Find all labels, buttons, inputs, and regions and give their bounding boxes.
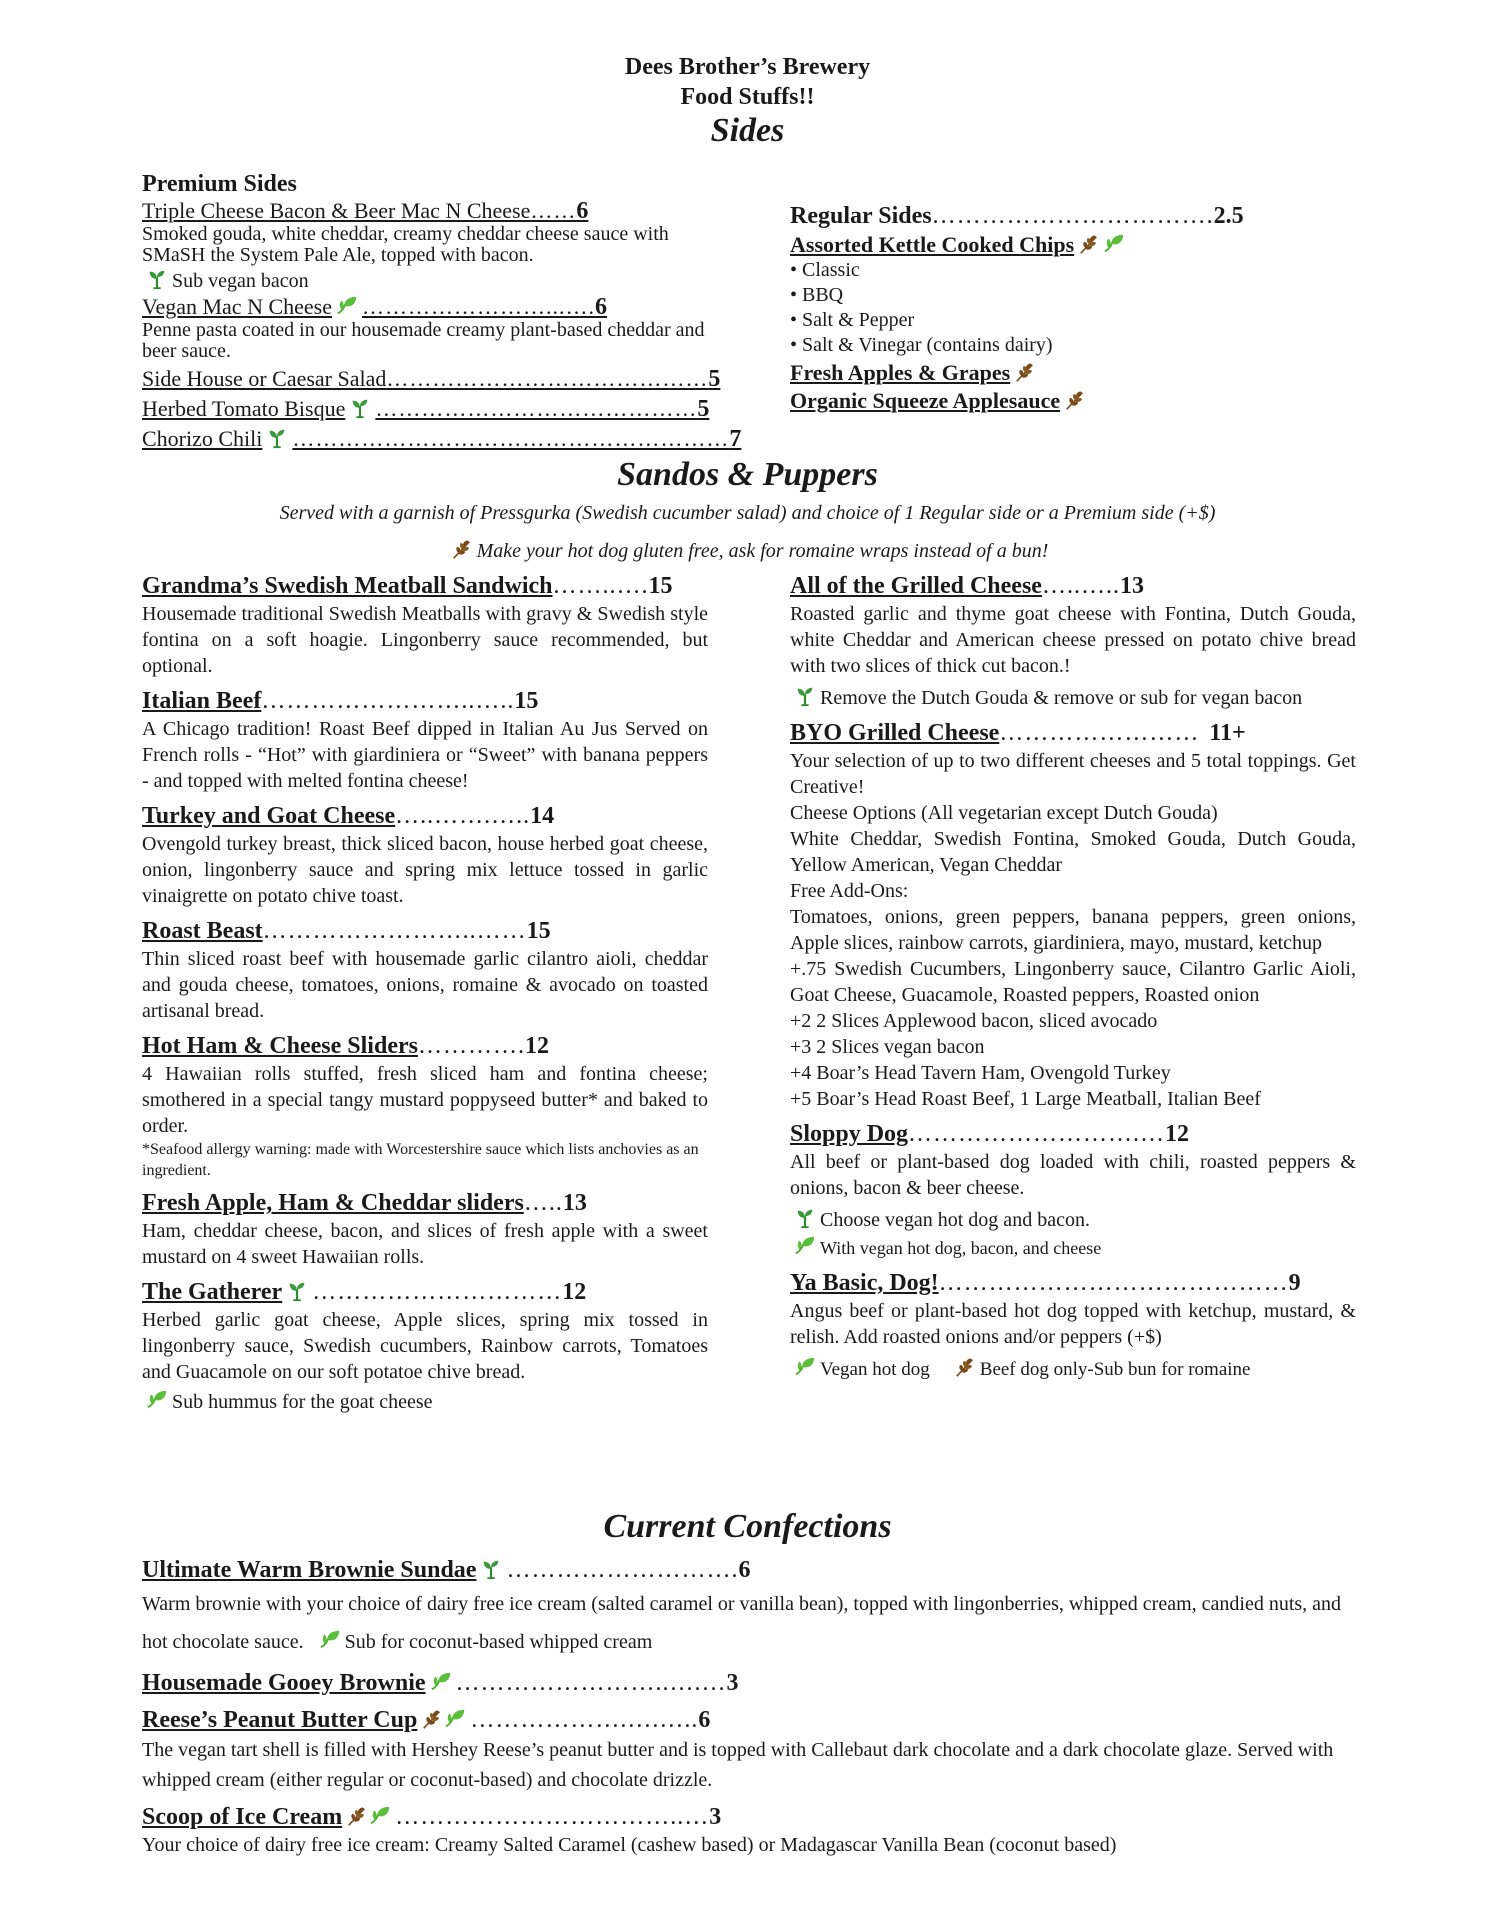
apples-name: Fresh Apples & Grapes — [790, 360, 1011, 385]
gluten-free-wheat-icon — [1077, 233, 1101, 255]
item-name: Scoop of Ice Cream — [142, 1804, 343, 1830]
byo-line: +3 2 Slices vegan bacon — [790, 1036, 985, 1058]
item-note: Sub vegan bacon — [172, 270, 309, 292]
item-name: Herbed Tomato Bisque — [142, 396, 346, 421]
item-name: Ya Basic, Dog! — [790, 1270, 939, 1296]
item-description: 4 Hawaiian rolls stuffed, fresh sliced ham and fontina cheese; smothered in a special tangy mustard poppyseed butter* and baked to order. — [142, 1063, 708, 1137]
substitution-note: Choose vegan hot dog and bacon. — [820, 1209, 1090, 1231]
item-price: 6 — [595, 294, 607, 320]
gluten-free-wheat-icon — [1063, 389, 1087, 411]
gluten-free-wheat-icon — [420, 1708, 444, 1730]
item-price: 12 — [1165, 1121, 1190, 1147]
byo-line: Tomatoes, onions, green peppers, banana peppers, green onions, Apple slices, rainbow carrots, giardiniera, mayo, mustard, ketchup — [790, 906, 1356, 954]
gluten-free-note: Make your hot dog gluten free, ask for romaine wraps instead of a bun! — [476, 540, 1049, 562]
menu-item: Housemade Gooey Brownie ……………………..….…3 — [142, 1670, 739, 1696]
item-name: Side House or Caesar Salad — [142, 366, 387, 391]
regular-sides-heading: Regular Sides — [790, 203, 932, 229]
item-description: Thin sliced roast beef with housemade garlic cilantro aioli, cheddar and gouda cheese, tomatoes, onions, romaine & avocado on toasted artisanal bread. — [142, 948, 708, 1022]
chip-option: • Salt & Pepper — [790, 309, 915, 331]
item-name: Fresh Apple, Ham & Cheddar sliders — [142, 1190, 524, 1216]
menu-item: Sloppy Dog……………………….…12 All beef or plant-based dog loaded with chili, roasted peppers & onions, bacon & beer cheese. Choose vegan hot dog and bacon. With vegan hot dog, bacon, and cheese — [790, 1121, 1356, 1258]
section-title-sides: Sides — [710, 112, 785, 149]
item-description: Smoked gouda, white cheddar, creamy cheddar cheese sauce with SMaSH the System Pale Ale, topped with bacon. — [142, 223, 669, 266]
regular-sides: Regular Sides…………………………….2.5 Assorted Kettle Cooked Chips • Classic • BBQ • Salt & Pepper • Salt & Vinegar (contains dairy) Fresh Apples & Grapes Organic Squeeze Applesauce — [790, 202, 1356, 414]
premium-sides-heading: Premium Sides — [142, 171, 297, 197]
item-name: Ultimate Warm Brownie Sundae — [142, 1557, 477, 1583]
item-price: 13 — [562, 1190, 587, 1216]
item-price: 12 — [562, 1279, 587, 1305]
substitution-note: Remove the Dutch Gouda & remove or sub for vegan bacon — [820, 687, 1303, 709]
chip-option: • BBQ — [790, 284, 844, 306]
item-price: 6 — [738, 1557, 751, 1583]
item-price: 15 — [514, 688, 539, 714]
item-description: Herbed garlic goat cheese, Apple slices, spring mix tossed in lingonberry sauce, Swedish cucumbers, Rainbow carrots, Tomatoes and Guacamole on our soft potatoe chive bread. — [142, 1309, 708, 1383]
item-name: Roast Beast — [142, 918, 263, 944]
plant-based-leaf-icon — [1102, 233, 1126, 255]
item-price: 5 — [697, 396, 710, 422]
menu-item: Side House or Caesar Salad……………………………………5 — [142, 366, 721, 392]
menu-item: Fresh Apple, Ham & Cheddar sliders…..13 Ham, cheddar cheese, bacon, and slices of fresh apple with a sweet mustard on 4 sweet Hawaiian rolls. — [142, 1190, 708, 1268]
menu-item: Roast Beast……………………..……15 Thin sliced roast beef with housemade garlic cilantro aioli, cheddar and gouda cheese, tomatoes, onions, romaine & avocado on toasted artisanal bread. — [142, 918, 708, 1022]
gluten-free-wheat-icon — [1013, 361, 1037, 383]
section-title-confections: Current Confections — [603, 1508, 892, 1545]
item-name: Grandma’s Swedish Meatball Sandwich — [142, 573, 553, 599]
substitution-note: Sub hummus for the goat cheese — [172, 1391, 433, 1413]
section-title-sandos: Sandos & Puppers — [617, 456, 878, 493]
item-price: 13 — [1119, 573, 1144, 599]
item-name: Sloppy Dog — [790, 1121, 909, 1147]
item-price: 12 — [524, 1033, 549, 1059]
item-price: 3 — [709, 1804, 722, 1830]
menu-item: Vegan Mac N Cheese ……………………...….6 Penne pasta coated in our housemade creamy plant-based cheddar and beer sauce. — [142, 294, 708, 362]
gluten-free-wheat-icon — [450, 538, 474, 560]
brewery-name: Dees Brother’s Brewery — [624, 54, 871, 80]
menu-item: All of the Grilled Cheese…..…..13 Roasted garlic and thyme goat cheese with Fontina, Dutch Gouda, white Cheddar and American cheese pressed on potato chive bread with two slices of thick cut bacon.! Remove the Dutch Gouda & remove or sub for vegan bacon — [790, 573, 1356, 709]
byo-line: +5 Boar’s Head Roast Beef, 1 Large Meatball, Italian Beef — [790, 1088, 1261, 1110]
item-description: All beef or plant-based dog loaded with chili, roasted peppers & onions, bacon & beer cheese. — [790, 1151, 1356, 1199]
applesauce-name: Organic Squeeze Applesauce — [790, 388, 1061, 413]
premium-sides — [142, 170, 742, 452]
vegan-sprout-icon — [793, 685, 817, 707]
menu-item: BYO Grilled Cheese…………………… 11+ Your selection of up to two different cheeses and 5 total toppings. Get Creative! Cheese Options (All vegetarian except Dutch Gouda) White Cheddar, Swedish Fontina, Smoked Gouda, Dutch Gouda, Yellow American, Vegan Cheddar Free Add-Ons: Tomatoes, onions, green peppers, banana peppers, green onions, Apple slices, rainbow carrots, giardiniera, mayo, mustard, ketchup +.75 Swedish Cucumbers, Lingonberry sauce, Cilantro Garlic Aioli, Goat Cheese, Guacamole, Roasted peppers, Roasted onion +2 2 Slices Applewood bacon, sliced avocado +3 2 Slices vegan bacon +4 Boar’s Head Tavern Ham, Ovengold Turkey +5 Boar’s Head Roast Beef, 1 Large Meatball, Italian Beef — [790, 720, 1356, 1110]
item-description: Penne pasta coated in our housemade creamy plant-based cheddar and beer sauce. — [142, 319, 705, 362]
menu-item: Turkey and Goat Cheese…..…….…..14 Ovengold turkey breast, thick sliced bacon, house herbed goat cheese, onion, lingonberry sauce and spring mix lettuce tossed in garlic vinaigrette on potato chive toast. — [142, 803, 708, 907]
vegan-option: Vegan hot dog — [820, 1359, 930, 1380]
item-name: Hot Ham & Cheese Sliders — [142, 1033, 418, 1059]
item-name: Reese’s Peanut Butter Cup — [142, 1707, 418, 1733]
gluten-free-option: Beef dog only-Sub bun for romaine — [979, 1359, 1251, 1380]
chip-option: • Classic — [790, 259, 860, 281]
menu-item: Ultimate Warm Brownie Sundae ……………………….6 Warm brownie with your choice of dairy free ice cream (salted caramel or vanilla bean), topped with lingonberries, whipped cream, candied nuts, and hot chocolate sauce. Sub for coconut-based whipped cream — [142, 1557, 1342, 1653]
item-price: 6 — [576, 198, 589, 224]
regular-sides-price: 2.5 — [1213, 203, 1244, 229]
plant-based-leaf-icon — [145, 1389, 169, 1411]
item-description: A Chicago tradition! Roast Beef dipped in Italian Au Jus Served on French rolls - “Hot” with giardiniera or “Sweet” with banana peppers - and topped with melted fontina cheese! — [142, 718, 708, 792]
item-description: Angus beef or plant-based hot dog topped with ketchup, mustard, & relish. Add roasted onions and/or peppers (+$) — [790, 1300, 1356, 1348]
menu-item: The Gatherer …………………………12 Herbed garlic goat cheese, Apple slices, spring mix tossed in lingonberry sauce, Swedish cucumbers, Rainbow carrots, Tomatoes and Guacamole on our soft potatoe chive bread. Sub hummus for the goat cheese — [142, 1279, 708, 1413]
gluten-free-wheat-icon — [953, 1356, 977, 1378]
item-name: Triple Cheese Bacon & Beer Mac N Cheese — [142, 198, 531, 223]
item-name: Turkey and Goat Cheese — [142, 803, 396, 829]
item-name: BYO Grilled Cheese — [790, 720, 1000, 746]
plant-based-leaf-icon — [368, 1805, 392, 1827]
confections-list — [142, 1556, 1357, 1866]
sandos-left-column — [142, 572, 708, 1423]
vegan-sprout-icon — [479, 1558, 503, 1580]
menu-item: Herbed Tomato Bisque ……………………………………5 — [142, 396, 710, 422]
byo-line: Free Add-Ons: — [790, 880, 909, 902]
gluten-free-wheat-icon — [345, 1805, 369, 1827]
item-description: Ham, cheddar cheese, bacon, and slices of fresh apple with a sweet mustard on 4 sweet Hawaiian rolls. — [142, 1220, 708, 1268]
byo-line: +.75 Swedish Cucumbers, Lingonberry sauce, Cilantro Garlic Aioli, Goat Cheese, Guacamole, Roasted peppers, Roasted onion — [790, 958, 1356, 1006]
menu-item: Ya Basic, Dog!……………………………………9 Angus beef or plant-based hot dog topped with ketchup, mustard, & relish. Add roasted onions and/or peppers (+$) Vegan hot dog Beef dog only-Sub bun for romaine — [790, 1270, 1356, 1380]
menu-item: Triple Cheese Bacon & Beer Mac N Cheese……6 Smoked gouda, white cheddar, creamy cheddar cheese sauce with SMaSH the System Pale Ale, topped with bacon. Sub vegan bacon — [142, 198, 708, 294]
plant-based-leaf-icon — [429, 1671, 453, 1693]
sandos-right-column — [790, 572, 1356, 1391]
item-price: 7 — [729, 426, 742, 452]
vegan-sprout-icon — [145, 268, 169, 290]
menu-item: Scoop of Ice Cream ……………………………..…3 Your choice of dairy free ice cream: Creamy Salted Caramel (cashew based) or Madagascar Vanilla Bean (coconut based) — [142, 1803, 1357, 1858]
item-description: Housemade traditional Swedish Meatballs with gravy & Swedish style fontina on a soft hoagie. Lingonberry sauce recommended, but optional. — [142, 603, 708, 677]
byo-line: +4 Boar’s Head Tavern Ham, Ovengold Turkey — [790, 1062, 1171, 1084]
item-description: Roasted garlic and thyme goat cheese with Fontina, Dutch Gouda, white Cheddar and American cheese pressed on potato chive bread with two slices of thick cut bacon.! — [790, 603, 1356, 677]
plant-based-leaf-icon — [793, 1356, 817, 1378]
menu-item: Hot Ham & Cheese Sliders………….12 4 Hawaiian rolls stuffed, fresh sliced ham and fontina cheese; smothered in a special tangy mustard poppyseed butter* and baked to order. *Seafood allergy warning: made with Worcestershire sauce which lists anchovies as an ingredient. — [142, 1033, 708, 1179]
menu-item: Reese’s Peanut Butter Cup ……………….….…..6 The vegan tart shell is filled with Hershey Reese’s peanut butter and is topped with Callebaut dark chocolate and a dark chocolate glaze. Served with whipped cream (either regular or coconut-based) and chocolate drizzle. — [142, 1706, 1357, 1795]
item-description: The vegan tart shell is filled with Hershey Reese’s peanut butter and is topped with Callebaut dark chocolate and a dark chocolate glaze. Served with whipped cream (either regular or coconut-based) and chocolate drizzle. — [142, 1739, 1334, 1791]
chip-option: • Salt & Vinegar (contains dairy) — [790, 334, 1053, 356]
menu-item: Italian Beef……………………..…..15 A Chicago tradition! Roast Beef dipped in Italian Au Jus Served on French rolls - “Hot” with giardiniera or “Sweet” with banana peppers - and topped with melted fontina cheese! — [142, 688, 708, 792]
item-price: 3 — [726, 1670, 739, 1696]
plant-based-leaf-icon — [443, 1708, 467, 1730]
item-name: Housemade Gooey Brownie — [142, 1670, 426, 1696]
item-price: 14 — [530, 803, 555, 829]
item-description: Ovengold turkey breast, thick sliced bacon, house herbed goat cheese, onion, lingonberry sauce and spring mix lettuce tossed in garlic vinaigrette on potato chive toast. — [142, 833, 708, 907]
vegan-sprout-icon — [265, 427, 289, 449]
item-price: 15 — [648, 573, 673, 599]
item-name: Chorizo Chili — [142, 426, 263, 451]
menu-subtitle: Food Stuffs!! — [680, 84, 815, 110]
menu-item: Chorizo Chili …………………………………………………7 — [142, 426, 742, 452]
item-name: Vegan Mac N Cheese — [142, 294, 332, 319]
item-name: The Gatherer — [142, 1279, 283, 1305]
allergy-note: *Seafood allergy warning: made with Worcestershire sauce which lists anchovies as an ingredient. — [142, 1141, 699, 1179]
chips-name: Assorted Kettle Cooked Chips — [790, 232, 1075, 257]
item-description: Your choice of dairy free ice cream: Creamy Salted Caramel (cashew based) or Madagascar Vanilla Bean (coconut based) — [142, 1834, 1117, 1856]
item-description: Your selection of up to two different cheeses and 5 total toppings. Get Creative! — [790, 750, 1356, 798]
byo-line: +2 2 Slices Applewood bacon, sliced avocado — [790, 1010, 1158, 1032]
item-price: 6 — [698, 1707, 711, 1733]
item-price: 15 — [526, 918, 551, 944]
substitution-note: Sub for coconut-based whipped cream — [344, 1631, 653, 1653]
menu-item: Grandma’s Swedish Meatball Sandwich……..….15 Housemade traditional Swedish Meatballs with gravy & Swedish style fontina on a soft hoagie. Lingonberry sauce recommended, but optional. — [142, 573, 708, 677]
vegan-sprout-icon — [348, 397, 372, 419]
byo-line: White Cheddar, Swedish Fontina, Smoked Gouda, Dutch Gouda, Yellow American, Vegan Cheddar — [790, 828, 1356, 876]
vegan-sprout-icon — [793, 1207, 817, 1229]
item-price: 11+ — [1209, 720, 1246, 746]
vegan-sprout-icon — [285, 1280, 309, 1302]
plant-based-leaf-icon — [318, 1629, 342, 1651]
substitution-note: With vegan hot dog, bacon, and cheese — [820, 1238, 1102, 1258]
plant-based-leaf-icon — [793, 1235, 817, 1257]
plant-based-leaf-icon — [335, 295, 359, 317]
sandos-subtitle: Served with a garnish of Pressgurka (Swedish cucumber salad) and choice of 1 Regular side or a Premium side (+$) — [279, 502, 1216, 524]
byo-line: Cheese Options (All vegetarian except Dutch Gouda) — [790, 802, 1218, 824]
item-price: 5 — [708, 366, 721, 392]
item-name: Italian Beef — [142, 688, 262, 714]
item-price: 9 — [1288, 1270, 1301, 1296]
item-name: All of the Grilled Cheese — [790, 573, 1042, 599]
item-description: Warm brownie with your choice of dairy free ice cream (salted caramel or vanilla bean), topped with lingonberries, whipped cream, candied nuts, and hot chocolate sauce. — [142, 1593, 1342, 1653]
